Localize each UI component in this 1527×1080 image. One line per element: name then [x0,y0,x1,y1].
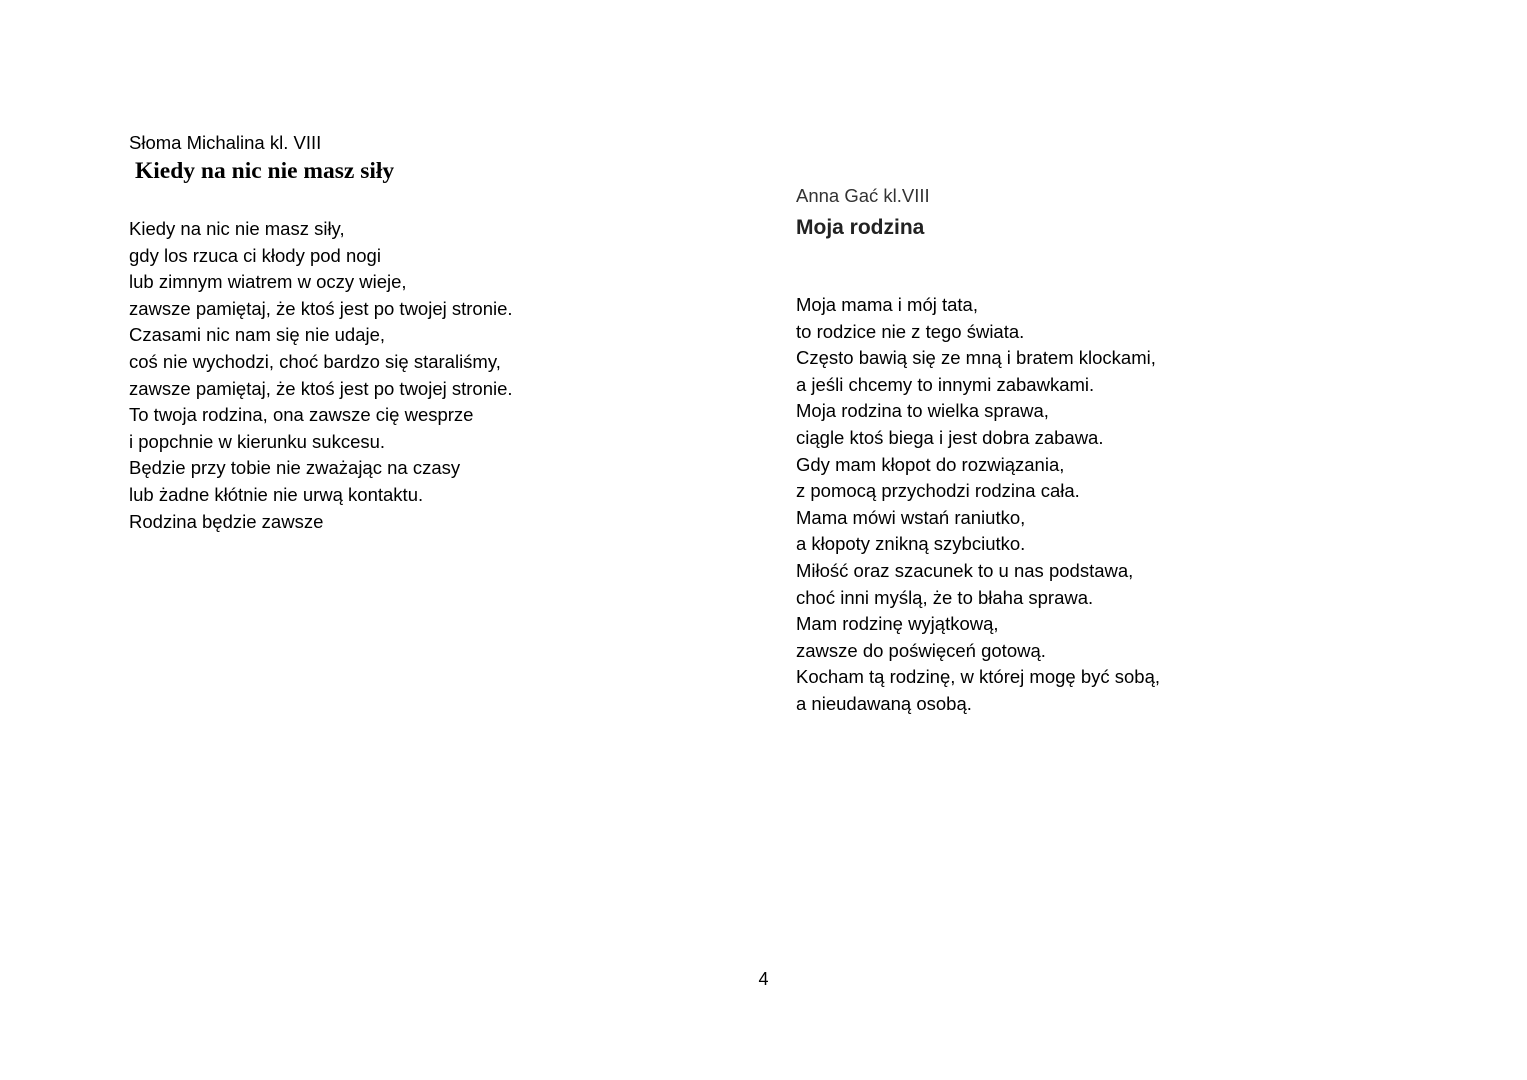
poem-line: gdy los rzuca ci kłody pod nogi [129,244,381,266]
left-poem [129,130,729,535]
left-poem-body [129,216,729,535]
poem-line: to rodzice nie z tego świata. [796,320,1025,342]
poem-line: a kłopoty znikną szybciutko. [796,533,1026,555]
poem-line: a nieudawaną osobą. [796,692,972,714]
poem-line: Kocham tą rodzinę, w której mogę być sobą, [796,666,1161,688]
poem-line: To twoja rodzina, ona zawsze cię wesprze [129,404,474,426]
poem-line: Rodzina będzie zawsze [129,510,324,532]
poem-line: Gdy mam kłopot do rozwiązania, [796,453,1065,475]
poem-line: Często bawią się ze mną i bratem klockami, [796,347,1156,369]
right-poem-body [796,292,1436,718]
poem-line: Moja mama i mój tata, [796,294,978,315]
poem-line: zawsze pamiętaj, że ktoś jest po twojej stronie. [129,297,513,319]
poem-line: choć inni myślą, że to błaha sprawa. [796,586,1094,608]
poem-line: Czasami nic nam się nie udaje, [129,324,386,346]
poem-line: coś nie wychodzi, choć bardzo się staraliśmy, [129,350,501,372]
poem-line: zawsze do poświęceń gotową. [796,639,1046,661]
poem-line: i popchnie w kierunku sukcesu. [129,430,386,452]
left-poem-author: Słoma Michalina kl. VIII [129,132,322,153]
left-poem-title: Kiedy na nic nie masz siły [135,158,395,184]
right-poem-author: Anna Gać kl.VIII [796,185,930,206]
poem-line: Kiedy na nic nie masz siły, [129,218,345,239]
poem-line: Mama mówi wstań raniutko, [796,506,1026,528]
poem-line: zawsze pamiętaj, że ktoś jest po twojej stronie. [129,377,513,399]
poem-line: a jeśli chcemy to innymi zabawkami. [796,373,1095,395]
right-poem-title: Moja rodzina [796,216,925,239]
poem-line: lub żadne kłótnie nie urwą kontaktu. [129,483,424,505]
poem-line: lub zimnym wiatrem w oczy wieje, [129,271,407,293]
right-poem [796,183,1436,718]
poem-line: Będzie przy tobie nie zważając na czasy [129,457,461,479]
poem-line: Moja rodzina to wielka sprawa, [796,400,1049,422]
page-number: 4 [758,969,769,989]
poem-line: Mam rodzinę wyjątkową, [796,613,999,635]
poem-line: Miłość oraz szacunek to u nas podstawa, [796,559,1134,581]
poem-line: z pomocą przychodzi rodzina cała. [796,480,1080,502]
poem-line: ciągle ktoś biega i jest dobra zabawa. [796,426,1104,448]
